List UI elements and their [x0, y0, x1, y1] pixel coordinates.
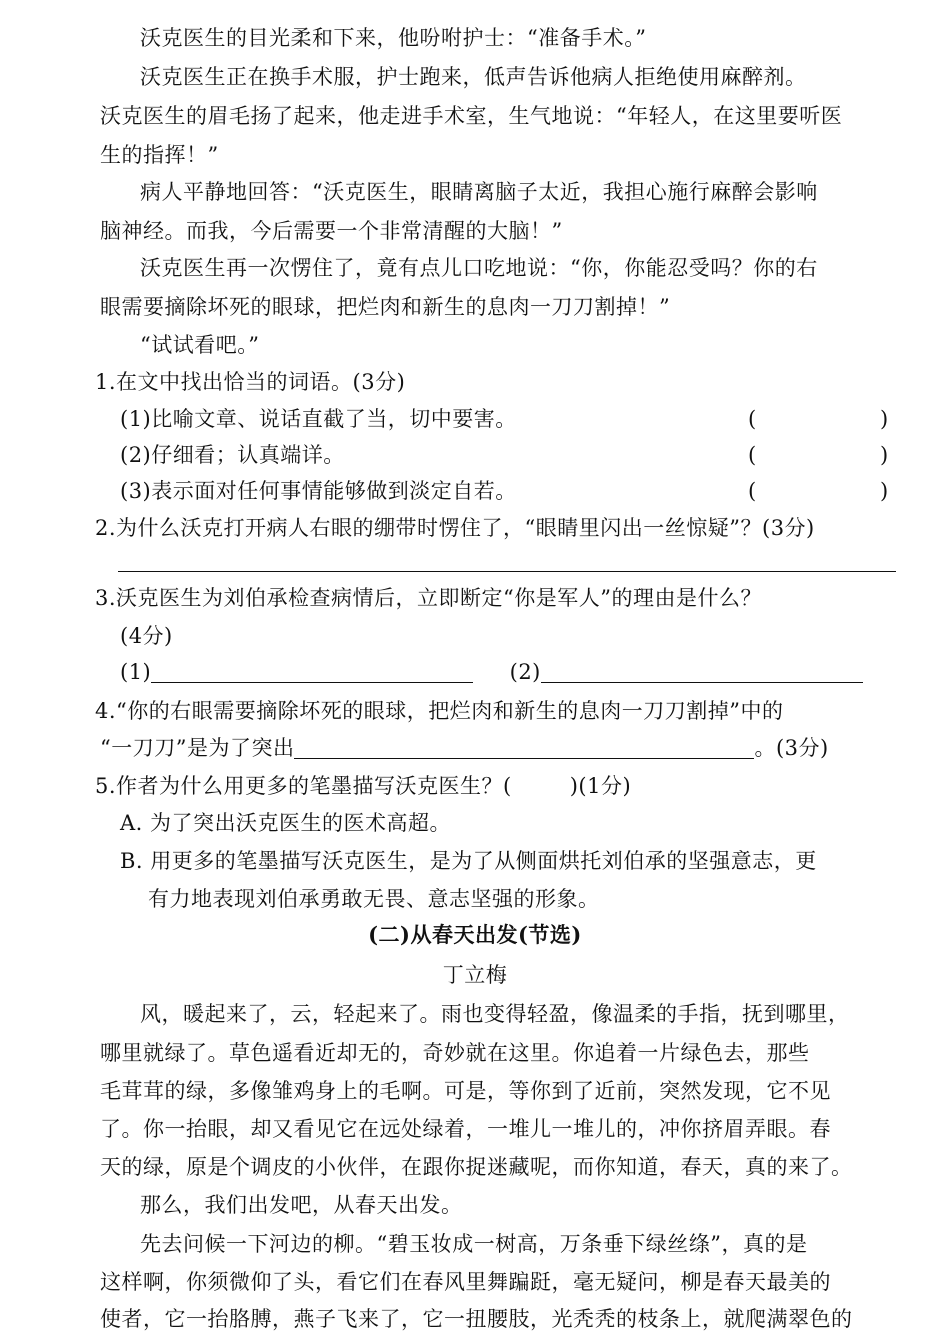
passage2-paragraph-1-line-5: 天的绿，原是个调皮的小伙伴，在跟你捉迷藏呢，而你知道，春天，真的来了。: [100, 1155, 853, 1179]
question-2-stem: 2.为什么沃克打开病人右眼的绷带时愣住了，“眼睛里闪出一丝惊疑”？(3分): [95, 516, 815, 540]
question-1-item-1: [0, 399, 950, 439]
passage1-paragraph-3-line-2: 脑神经。而我，今后需要一个非常清醒的大脑！”: [100, 219, 563, 243]
question-3-stem-line-2: (4分): [120, 624, 173, 648]
question-1-stem: 1.在文中找出恰当的词语。(3分): [95, 370, 406, 394]
passage2-paragraph-1-line-1: 风，暖起来了，云，轻起来了。雨也变得轻盈，像温柔的手指，抚到哪里，: [140, 1002, 850, 1026]
passage2-paragraph-1-line-2: 哪里就绿了。草色遥看近却无的，奇妙就在这里。你追着一片绿色去，那些: [100, 1041, 810, 1065]
question-4-suffix: 。(3分): [754, 736, 829, 760]
question-4-answer-line[interactable]: [294, 728, 754, 759]
question-4-prefix: “一刀刀”是为了突出: [100, 736, 295, 760]
passage2-paragraph-1-line-4: 了。你一抬眼，却又看见它在远处绿着，一堆儿一堆儿的，冲你挤眉弄眼。春: [100, 1117, 831, 1141]
question-5-option-b-line-1: B. 用更多的笔墨描写沃克医生，是为了从侧面烘托刘伯承的坚强意志，更: [120, 849, 817, 873]
question-5-option-b-line-2: 有力地表现刘伯承勇敢无畏、意志坚强的形象。: [148, 887, 600, 911]
question-1-item-3-text: (3)表示面对任何事情能够做到淡定自若。: [120, 479, 517, 503]
passage1-paragraph-3-line-1: 病人平静地回答：“沃克医生，眼睛离脑子太近，我担心施行麻醉会影响: [140, 180, 818, 204]
passage1-paragraph-2-line-3: 生的指挥！”: [100, 143, 219, 167]
passage1-paragraph-5: “试试看吧。”: [140, 333, 260, 357]
question-3-answers: [0, 652, 950, 692]
answer-paren-open: (: [748, 443, 757, 467]
answer-paren-open: (: [748, 479, 757, 503]
question-1-item-2-text: (2)仔细看；认真端详。: [120, 443, 345, 467]
passage1-paragraph-4-line-1: 沃克医生再一次愣住了，竟有点儿口吃地说：“你，你能忍受吗？你的右: [140, 256, 818, 280]
passage1-paragraph-2-line-1: 沃克医生正在换手术服，护士跑来，低声告诉他病人拒绝使用麻醉剂。: [140, 65, 807, 89]
question-3-label-1: (1): [120, 660, 152, 684]
question-3-stem-line-1: 3.沃克医生为刘伯承检查病情后，立即断定“你是军人”的理由是什么？: [95, 586, 763, 610]
question-5-stem-prefix: 5.作者为什么用更多的笔墨描写沃克医生？(: [95, 774, 512, 798]
question-5-option-a: A. 为了突出沃克医生的医术高超。: [120, 811, 452, 835]
passage1-paragraph-2-line-2: 沃克医生的眉毛扬了起来，他走进手术室，生气地说：“年轻人，在这里要听医: [100, 104, 843, 128]
question-5-stem-suffix: )(1分): [569, 774, 632, 798]
question-1-item-2: [0, 435, 950, 475]
question-5-stem: [0, 766, 950, 806]
answer-paren-open: (: [748, 407, 757, 431]
answer-paren-close: ): [880, 407, 889, 431]
question-3-answer-1-line[interactable]: [151, 652, 473, 683]
passage1-paragraph-1: 沃克医生的目光柔和下来，他吩咐护士：“准备手术。”: [140, 26, 647, 50]
passage2-paragraph-3-line-3: 使者，它一抬胳膊，燕子飞来了，它一扭腰肢，光秃秃的枝条上，就爬满翠色的: [100, 1307, 853, 1331]
question-4-line-2: [0, 728, 950, 768]
passage2-paragraph-3-line-1: 先去问候一下河边的柳。“碧玉妆成一树高，万条垂下绿丝绦”，真的是: [140, 1232, 808, 1256]
passage2-paragraph-1-line-3: 毛茸茸的绿，多像雏鸡身上的毛啊。可是，等你到了近前，突然发现，它不见: [100, 1079, 831, 1103]
question-2-answer-line[interactable]: [118, 571, 896, 572]
answer-paren-close: ): [880, 443, 889, 467]
passage1-paragraph-4-line-2: 眼需要摘除坏死的眼球，把烂肉和新生的息肉一刀刀割掉！”: [100, 295, 671, 319]
passage2-paragraph-2: 那么，我们出发吧，从春天出发。: [140, 1193, 463, 1217]
question-1-item-1-text: (1)比喻文章、说话直截了当，切中要害。: [120, 407, 517, 431]
passage2-author: 丁立梅: [442, 963, 508, 987]
passage2-paragraph-3-line-2: 这样啊，你须微仰了头，看它们在春风里舞蹁跹，毫无疑问，柳是春天最美的: [100, 1270, 831, 1294]
answer-paren-close: ): [880, 479, 889, 503]
question-3-answer-2-line[interactable]: [541, 652, 863, 683]
question-3-label-2: (2): [509, 660, 541, 684]
passage2-title: (二)从春天出发(节选): [368, 922, 582, 947]
question-1-item-3: [0, 471, 950, 511]
question-4-line-1: 4.“你的右眼需要摘除坏死的眼球，把烂肉和新生的息肉一刀刀割掉”中的: [95, 699, 784, 723]
